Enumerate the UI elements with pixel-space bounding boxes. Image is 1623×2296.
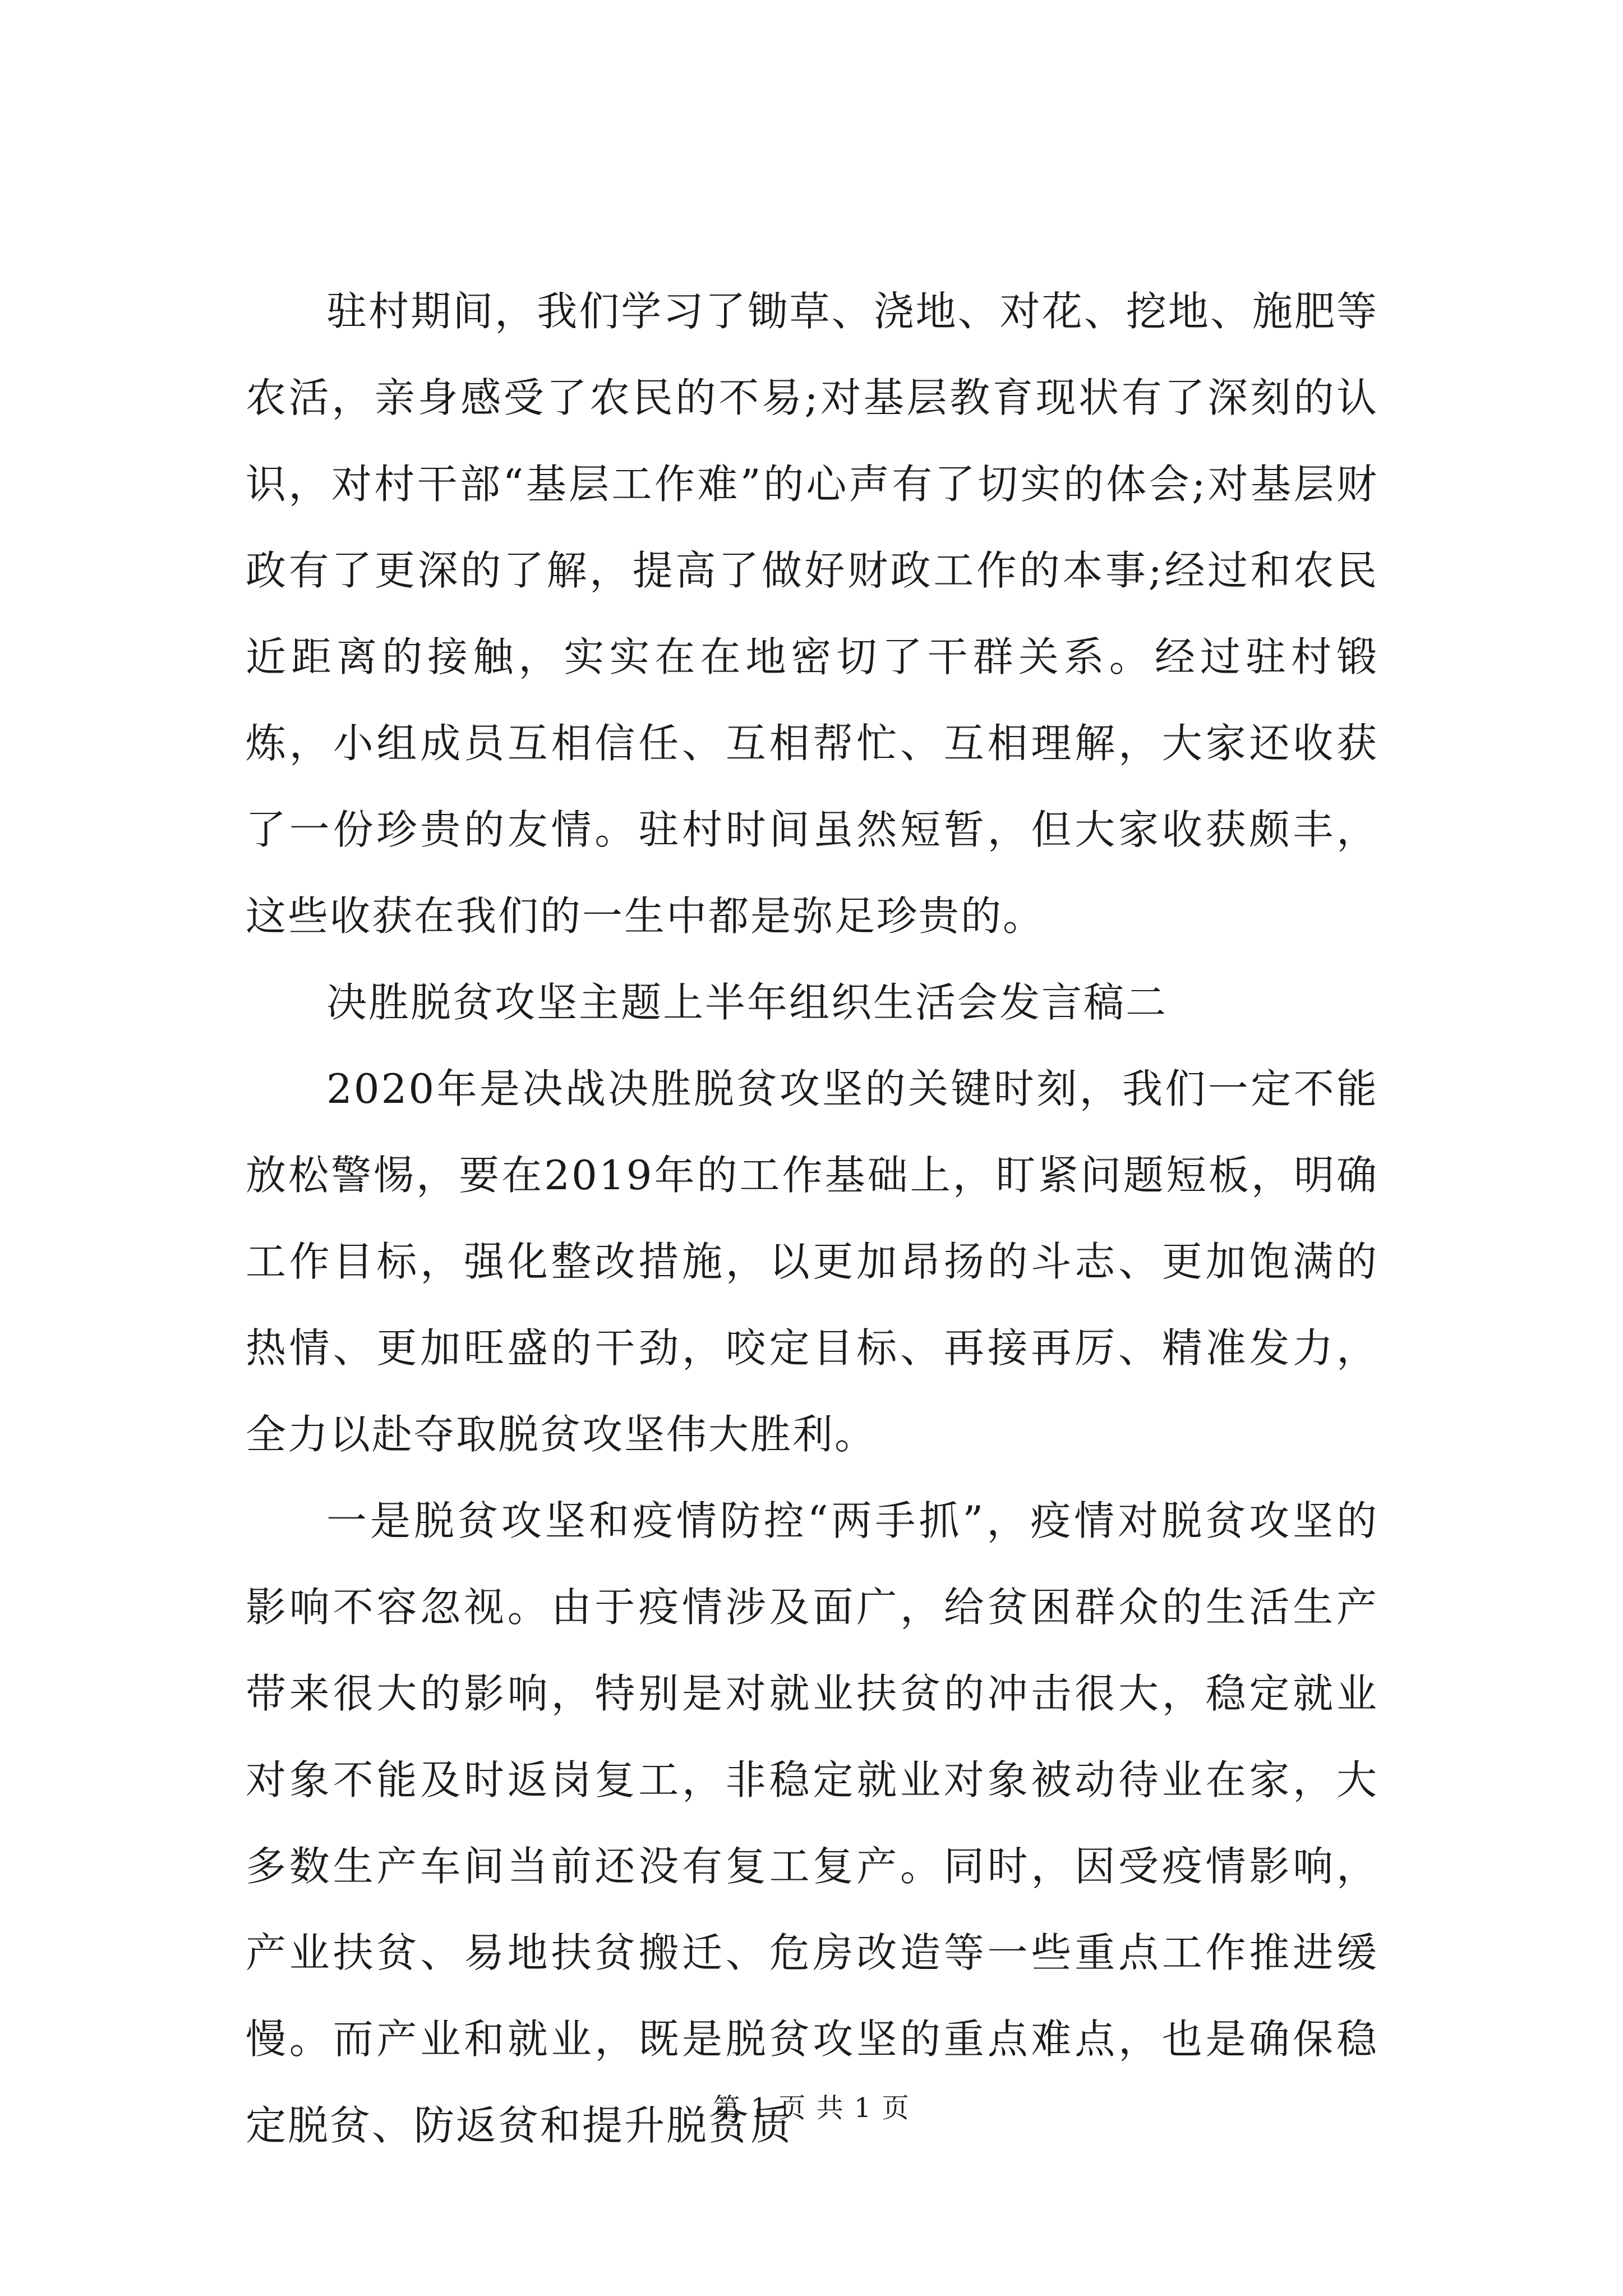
paragraph-2020-goals: 2020年是决战决胜脱贫攻坚的关键时刻，我们一定不能放松警惕，要在2019年的工作基础上，盯紧问题短板，明确工作目标，强化整改措施，以更加昂扬的斗志、更加饱满的热情、更加旺盛的干劲，咬定目标、再接再厉、精准发力，全力以赴夺取脱贫攻坚伟大胜利。 xyxy=(246,1065,1378,1458)
document-body xyxy=(246,268,1378,2169)
page-footer: 第 1 页 共 1 页 xyxy=(713,2092,910,2124)
paragraph-village-stay: 驻村期间，我们学习了锄草、浇地、对花、挖地、施肥等农活，亲身感受了农民的不易;对基层教育现状有了深刻的认识，对村干部“基层工作难”的心声有了切实的体会;对基层财政有了更深的了解，提高了做好财政工作的本事;经过和农民近距离的接触，实实在在地密切了干群关系。经过驻村锻炼，小组成员互相信任、互相帮忙、互相理解，大家还收获了一份珍贵的友情。驻村时间虽然短暂，但大家收获颇丰，这些收获在我们的一生中都是弥足珍贵的。 xyxy=(246,288,1378,940)
paragraph-epidemic-impact: 一是脱贫攻坚和疫情防控“两手抓”，疫情对脱贫攻坚的影响不容忽视。由于疫情涉及面广，给贫困群众的生活生产带来很大的影响，特别是对就业扶贫的冲击很大，稳定就业对象不能及时返岗复工，非稳定就业对象被动待业在家，大多数生产车间当前还没有复工复产。同时，因受疫情影响，产业扶贫、易地扶贫搬迁、危房改造等一些重点工作推进缓慢。而产业和就业，既是脱贫攻坚的重点难点，也是确保稳定脱贫、防返贫和提升脱贫质 xyxy=(246,1497,1378,2149)
section-heading: 决胜脱贫攻坚主题上半年组织生活会发言稿二 xyxy=(326,979,1168,1026)
